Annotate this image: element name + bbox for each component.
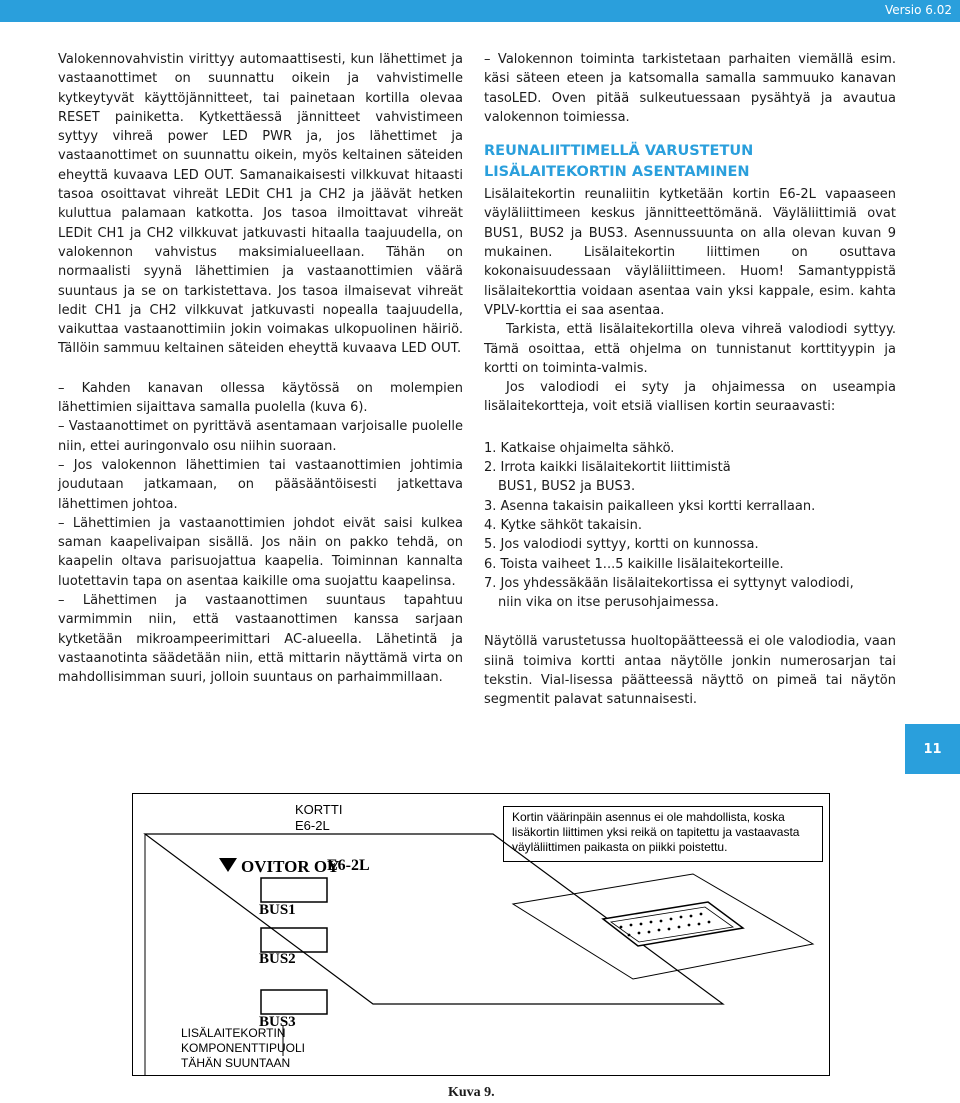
bullet-receivers-shade: – Vastaanottimet on pyrittävä asentamaan varjoisalle puolelle niin, ettei auringonvalo osu niihin suoraan. [58, 419, 463, 454]
step-item: 2. Irrota kaikki lisälaitekortit liittimistä [484, 460, 731, 476]
bullet-two-channels: – Kahden kanavan ollessa käytössä on molempien lähettimien sijaittava samalla puolella (kuva 6). [58, 380, 463, 416]
version-label: Versio 6.02 [884, 3, 952, 17]
header-bar [0, 0, 960, 22]
bus2-connector [261, 928, 327, 952]
bullet-extend-wires: – Jos valokennon lähettimien tai vastaanottimien johtimia joudutaan jatkamaan, on pääsääntöisesti jatkettava lähettimen johtoa. [58, 457, 463, 512]
right-column [484, 50, 896, 710]
bus2-label: BUS2 [259, 951, 296, 967]
paragraph-troubleshoot: Jos valodiodi ei syty ja ohjaimessa on useampia lisälaitekortteja, voit etsiä viallisen kortin seuraavasti: [484, 380, 896, 415]
step-item: 4. Kytke sähköt takaisin. [484, 517, 643, 533]
step-item: niin vika on itse perusohjaimessa. [498, 595, 719, 611]
step-item: BUS1, BUS2 ja BUS3. [498, 479, 636, 495]
paragraph-check-function: – Valokennon toiminta tarkistetaan parhaiten viemällä esim. käsi säteen eteen ja katsomalla samalla sammuuko kanavan tasoLED. Oven pitää sulkeutuessaan pysähtyä ja avautua valokennon toimiessa. [484, 52, 896, 125]
card-model: E6-2L [327, 857, 370, 874]
figure-installation [132, 793, 830, 1076]
figure-caption: Kuva 9. [448, 1085, 495, 1100]
component-side-label: LISÄLAITEKORTIN KOMPONENTTIPUOLI TÄHÄN SUUNTAAN [181, 1026, 306, 1070]
bullet-cable-sheath: – Lähettimien ja vastaanottimien johdot eivät saisi kulkea saman kaapelivaipan sisällä. Jos näin on pakko tehdä, on kaapelin oltava parisuojattua kaapelia. Toiminnan kannalta luotettavin tapa on asentaa kaikille oma suojattu kaapelinsa. [58, 515, 463, 589]
paragraph-amplifier: Valokennovahvistin virittyy automaattisesti, kun lähettimet ja vastaanottimet on suunnattu oikein ja vahvistimelle kytkeytyvät käyttöjännitteet, tai painetaan kortilla olevaa RESET painiketta. Kytkettäessä jännitteet vahvistimeen syttyy vihreä power LED PWR ja, jos lähettimet ja vastaanottimet on suunnattu oikein, myös keltainen säteiden eheyttä kuvaava LED OUT. Samanaikaisesti vilkkuvat hitaasti tasoa osoittavat vihreät LEDit CH1 ja CH2 ja jäävät hetken kuluttua palamaan katkotta. Jos tasoa ilmoittavat vihreät LEDit CH1 ja CH2 vilkkuvat jatkuvasti hitaalla taajuudella, on valokennon vahvistus maksimialueellaan. Tähän on normaalisti syynä lähettimien ja vastaanottimien väärä suuntaus ja se on tarkistettava. Jos tasoa ilmaisevat vihreät ledit CH1 ja CH2 vilkkuvat jatkuvasti nopealla taajuudella, vaikuttaa vastaanottimiin jokin voimakas ulkopuolinen häiriö. Tällöin sammuu keltainen säteiden eheyttä kuvaava LED OUT. [58, 52, 463, 357]
paragraph-service-terminal: Näytöllä varustetussa huoltopäätteessä ei ole valodiodia, vaan siinä toimiva kortti antaa näytölle jonkin numerosarjan tai tekstin. Vial-lisessa päätteessä näyttö on pimeä tai näytön segmentit palavat satunnaisesti. [484, 634, 896, 708]
bus1-label: BUS1 [259, 902, 296, 918]
bus3-connector [261, 990, 327, 1014]
left-column [58, 50, 463, 688]
page-number: 11 [905, 724, 960, 774]
step-item: 5. Jos valodiodi syttyy, kortti on kunnossa. [484, 537, 759, 553]
bullet-alignment: – Lähettimen ja vastaanottimen suuntaus tapahtuu varmimmin niin, että vastaanottimen kanssa sarjaan kytketään mikroampeerimittari AC-alueella. Lähetintä ja vastaanotinta säädetään niin, että mittarin näyttämä virta on mahdollisimman suuri, jolloin suuntaus on parhaimmillaan. [58, 593, 463, 686]
paragraph-led-check: Tarkista, että lisälaitekortilla oleva vihreä valodiodi syttyy. Tämä osoittaa, että ohjelma on tunnistanut korttityypin ja kortti on toiminta-valmis. [484, 322, 896, 376]
bus1-connector [261, 878, 327, 902]
troubleshoot-steps [484, 439, 896, 613]
step-item: 3. Asenna takaisin paikalleen yksi kortti kerrallaan. [484, 498, 816, 514]
step-item: 7. Jos yhdessäkään lisälaitekortissa ei syttynyt valodiodi, [484, 575, 854, 591]
edge-connector [603, 902, 743, 946]
card-manufacturer: OVITOR OY [241, 857, 340, 876]
ovitor-logo-icon [219, 858, 237, 872]
paragraph-install: Lisälaitekortin reunaliitin kytketään kortin E6-2L vapaaseen väyläliittimeen keskus jännitteettömänä. Väyläliittimiä ovat BUS1, BUS2 ja BUS3. Asennussuunta on alla olevan kuvan 9 mukainen. Lisälaitekortin liittimen on osuttava kokonaisuudessaan väyläliittimeen. Huom! Samantyppistä lisälaitekorttia voidaan asentaa vain yksi kappale, esim. kahta VPLV-korttia ei saa asentaa. [484, 187, 896, 318]
step-item: 1. Katkaise ohjaimelta sähkö. [484, 440, 675, 456]
card-label: KORTTI E6-2L [295, 802, 343, 833]
section-heading: REUNALIITTIMELLÄ VARUSTETUN LISÄLAITEKORTIN ASENTAMINEN [484, 143, 754, 181]
orientation-note: Kortin väärinpäin asennus ei ole mahdollista, koska lisäkortin liittimen yksi reikä on tapitettu ja vastaavasta väyläliittimen paikasta on piikki poistettu. [503, 806, 823, 862]
step-item: 6. Toista vaiheet 1...5 kaikille lisälaitekorteille. [484, 556, 784, 572]
bus3-label: BUS3 [259, 1014, 296, 1030]
